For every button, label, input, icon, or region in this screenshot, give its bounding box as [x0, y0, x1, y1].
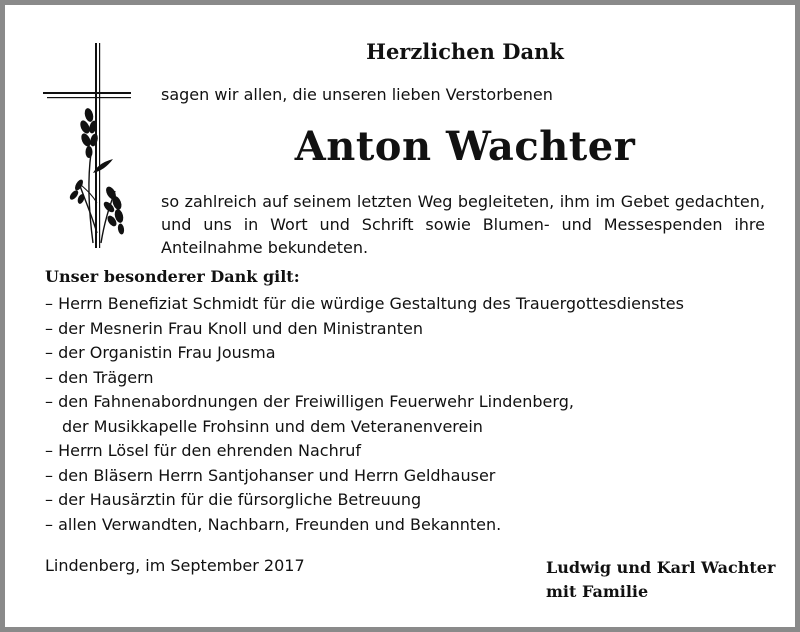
list-item: – der Mesnerin Frau Knoll und den Ministranten	[45, 318, 423, 338]
thanks-paragraph	[161, 190, 765, 259]
list-item: – den Bläsern Herrn Santjohanser und Herrn Geldhauser	[45, 465, 496, 485]
list-item: – Herrn Lösel für den ehrenden Nachruf	[45, 441, 362, 460]
list-item: – den Trägern	[45, 367, 154, 387]
place-date: Lindenberg, im September 2017	[45, 556, 305, 575]
list-item: – allen Verwandten, Nachbarn, Freunden und Bekannten.	[45, 514, 502, 534]
signature-line: mit Familie	[546, 582, 649, 601]
list-item: – Herrn Benefiziat Schmidt für die würdige Gestaltung des Trauergottesdienstes	[45, 294, 684, 313]
intro-text: sagen wir allen, die unseren lieben Verstorbenen	[161, 85, 553, 104]
list-item: – der Hausärztin für die fürsorgliche Betreuung	[45, 490, 422, 509]
signature	[546, 556, 775, 604]
paragraph-line: und uns in Wort und Schrift sowie Blumen- und Messespenden ihre	[161, 215, 765, 234]
heading: Herzlichen Dank	[366, 39, 564, 64]
deceased-name: Anton Wachter	[294, 123, 636, 170]
cross-with-wheat-icon	[41, 43, 131, 248]
list-item: – den Fahnenabordnungen der Freiwilligen Feuerwehr Lindenberg,	[45, 392, 574, 411]
list-item-continuation: der Musikkapelle Frohsinn und dem Veteranenverein	[62, 416, 483, 436]
special-thanks-heading: Unser besonderer Dank gilt:	[45, 267, 300, 286]
paragraph-line: Anteilnahme bekundeten.	[161, 238, 369, 257]
thanks-list	[45, 292, 775, 537]
signature-line: Ludwig und Karl Wachter	[546, 558, 776, 577]
paragraph-line: so zahlreich auf seinem letzten Weg begleiteten, ihm im Gebet gedachten,	[161, 192, 765, 211]
list-item: – der Organistin Frau Jousma	[45, 343, 276, 362]
